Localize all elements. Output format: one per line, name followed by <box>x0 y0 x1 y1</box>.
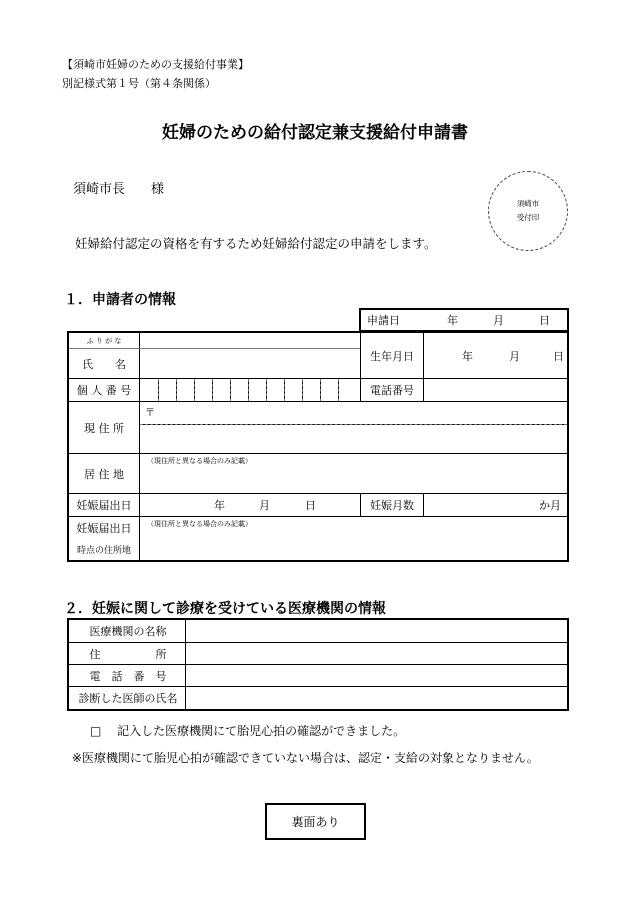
medical-table <box>67 618 569 711</box>
report-day-unit: 日 <box>305 499 316 512</box>
checkbox-label: 記入した医療機関にて胎児心拍の確認ができました。 <box>117 724 406 738</box>
checkbox[interactable]: □ <box>90 724 102 738</box>
phone-label: 電話番号 <box>370 384 414 397</box>
medical-phone-label: 電 話 番 号 <box>89 669 167 683</box>
birth-month-unit: 月 <box>509 349 520 363</box>
application-day-unit: 日 <box>539 314 550 327</box>
stamp-line2: 受付印 <box>516 213 540 222</box>
pregnancy-report-date-label: 妊娠届出日 <box>76 499 132 512</box>
furigana-label: ふ り が な <box>86 336 122 345</box>
eligibility-note: ※医療機関にて胎児心拍が確認できていない場合は、認定・支給の対象となりません。 <box>72 751 539 765</box>
heartbeat-confirm-row[interactable] <box>90 722 405 739</box>
birth-date-label: 生年月日 <box>370 349 414 363</box>
reception-stamp-area <box>488 171 568 251</box>
birth-day-unit: 日 <box>553 349 564 363</box>
residence-label: 居 住 地 <box>84 467 124 481</box>
report-address-note: （現住所と異なる場合のみ記載） <box>147 520 252 528</box>
form-number: 別記様式第１号（第４条関係） <box>62 77 216 90</box>
postal-mark: 〒 <box>145 407 155 419</box>
stamp-line1: 須崎市 <box>516 199 540 208</box>
pregnancy-months-label: 妊娠月数 <box>370 499 414 512</box>
residence-note: （現住所と異なる場合のみ記載） <box>147 457 252 465</box>
application-year-unit: 年 <box>447 314 458 327</box>
medical-address-label: 住 所 <box>89 647 167 661</box>
birth-year-unit: 年 <box>462 349 473 363</box>
applicant-table <box>67 331 569 562</box>
application-date-label: 申請日 <box>367 314 400 327</box>
program-header: 【須崎市妊婦のための支援給付事業】 <box>62 58 249 71</box>
application-month-unit: 月 <box>493 314 504 327</box>
medical-name-label: 医療機関の名称 <box>89 625 167 638</box>
addressee: 須崎市長 様 <box>73 182 165 197</box>
intro-text: 妊婦給付認定の資格を有するため妊婦給付認定の申請をします。 <box>75 236 437 251</box>
section1-heading: １．申請者の情報 <box>64 292 176 308</box>
doctor-name-label: 診断した医師の氏名 <box>78 692 178 705</box>
pregnancy-months-unit: か月 <box>539 499 561 512</box>
section2-heading: ２．妊娠に関して診療を受けている医療機関の情報 <box>64 601 386 617</box>
reverse-side-box: 裏面あり <box>265 803 366 840</box>
page-title: 妊婦のための給付認定兼支援給付申請書 <box>162 123 468 143</box>
name-label: 氏 名 <box>82 357 126 371</box>
report-address-label-line2: 時点の住所地 <box>76 545 131 556</box>
application-date-box <box>359 308 569 332</box>
report-address-label-line1: 妊娠届出日 <box>76 522 132 535</box>
personal-number-label: 個 人 番 号 <box>76 384 132 397</box>
report-year-unit: 年 <box>214 499 225 512</box>
current-address-label: 現 住 所 <box>84 421 124 435</box>
report-month-unit: 月 <box>259 499 270 512</box>
